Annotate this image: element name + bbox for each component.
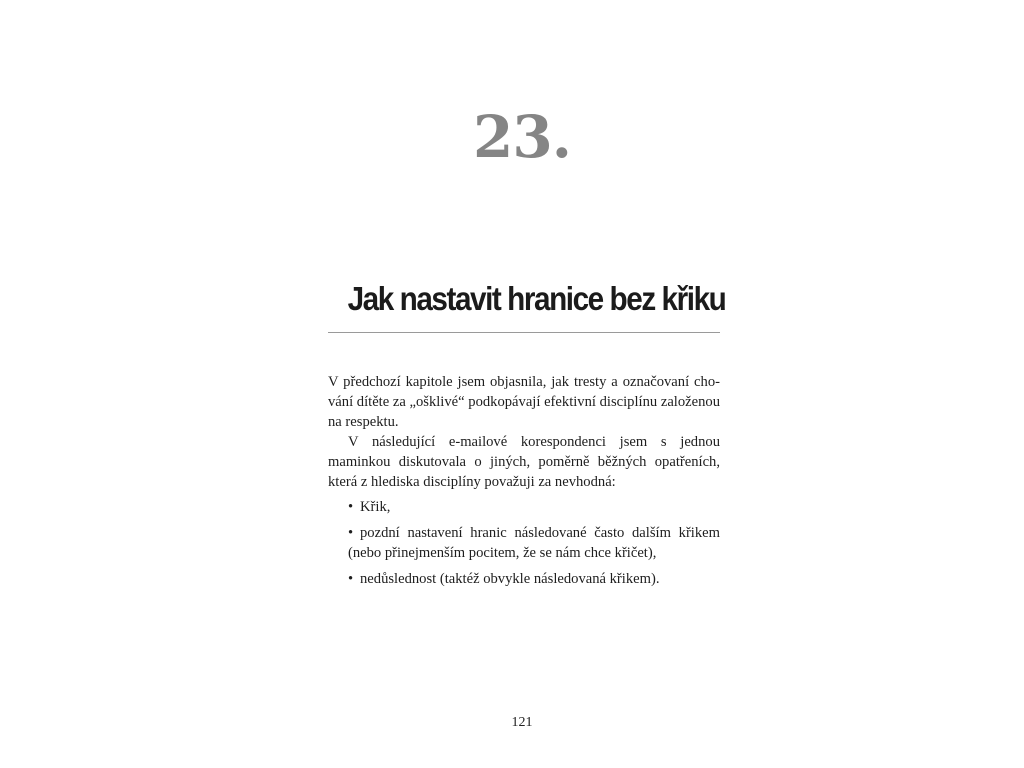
list-item [348, 497, 720, 517]
chapter-title: Jak nastavit hranice bez křiku [347, 280, 726, 317]
bullet-icon: • [348, 525, 354, 541]
list-item [348, 523, 720, 563]
page-number: 121 [511, 715, 533, 730]
list-item [348, 569, 720, 589]
list-item-text: Křik, [360, 499, 391, 515]
bullet-icon: • [348, 571, 354, 587]
list-item-text: pozdní nastavení hranic následované často dalším křikem (nebo přinejmenším pocitem, že se nám chce křičet), [348, 525, 720, 561]
chapter-number: 23. [473, 103, 571, 171]
paragraph-intro: V předchozí kapitole jsem objasnila, jak tresty a označovaní chování dítěte za „ošklivé“ podkopávají efektivní disciplínu založenou na respektu. [328, 374, 720, 430]
title-divider [328, 332, 720, 333]
bullet-icon: • [348, 499, 354, 515]
list-item-text: nedůslednost (taktéž obvykle následovaná křikem). [360, 571, 660, 587]
bullet-list [328, 497, 720, 589]
chapter-body [328, 372, 720, 595]
paragraph-correspondence: V následující e-mailové korespondenci jsem s jednou maminkou diskutovala o jiných, poměrně běžných opatřeních, která z hlediska disciplíny považuji za nevhodná: [328, 434, 720, 490]
